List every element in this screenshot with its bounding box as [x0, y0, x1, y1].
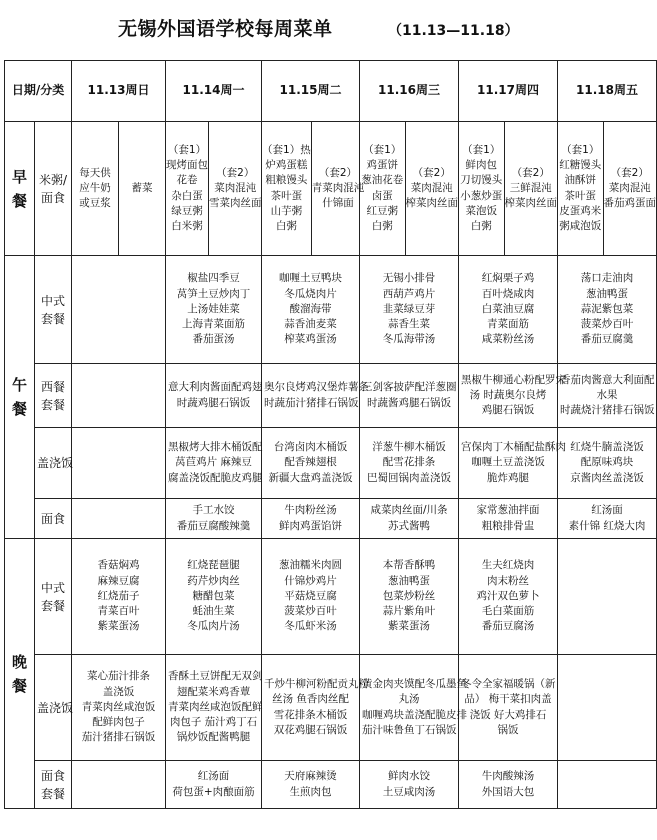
menu-line: 无锡小排骨 — [382, 272, 436, 285]
menu-line: 杂白蛋 — [171, 189, 203, 202]
menu-line: 菜泡饭 — [465, 204, 498, 217]
menu-line: 红汤面 — [591, 504, 623, 517]
menu-line: 雪花排条木桶饭 — [273, 708, 348, 721]
menu-cell — [166, 499, 262, 539]
menu-line: 葱油鸭蛋 — [586, 287, 629, 300]
menu-line: 套餐 — [41, 397, 66, 412]
meal-label-breakfast — [5, 122, 35, 256]
menu-line: 黄金肉夹馍配冬瓜墨鱼 — [362, 678, 468, 691]
menu-line: 红烧牛腩盖浇饭 — [570, 441, 644, 454]
menu-line: 毛白菜面筋 — [481, 605, 535, 618]
menu-cell — [262, 655, 370, 761]
menu-line: 麻辣豆腐 — [97, 574, 140, 587]
menu-line: 葱油糯米肉圆 — [279, 559, 343, 572]
day-header: 11.15周二 — [262, 61, 360, 122]
menu-cell — [459, 539, 558, 655]
menu-line: 晚 — [11, 652, 27, 671]
menu-line: 红焖栗子鸡 — [481, 272, 535, 285]
menu-line: 鸡腿石锅饭 — [481, 404, 535, 417]
menu-line: 小葱炒蛋 — [460, 189, 503, 202]
menu-line: （套1） — [363, 143, 402, 156]
menu-line: （套1） — [462, 143, 501, 156]
menu-line: 番茄蛋汤 — [192, 333, 235, 346]
menu-line: 花卷 — [176, 174, 198, 187]
menu-line: 上汤娃娃菜 — [187, 302, 240, 315]
menu-line: 餐 — [11, 191, 27, 210]
category-label — [35, 655, 72, 761]
menu-cell — [558, 539, 657, 655]
menu-cell — [166, 256, 262, 364]
menu-line: 丸汤 — [398, 693, 420, 706]
menu-line: （套1）热 — [262, 143, 311, 156]
menu-line: （套2） — [511, 166, 550, 179]
menu-cell — [459, 364, 567, 428]
menu-cell — [262, 428, 360, 499]
menu-line: 茶叶蛋 — [270, 189, 303, 202]
menu-line: 蓄菜 — [131, 181, 153, 194]
menu-line: 菜肉混沌 — [410, 181, 453, 194]
menu-line: 鲜肉水饺 — [388, 770, 431, 783]
menu-line: 紫菜蛋汤 — [97, 620, 140, 633]
menu-line: 外国语大包 — [481, 785, 535, 798]
menu-line: 水果 — [596, 388, 618, 401]
menu-line: 时蔬酱鸡腿石锅饭 — [367, 396, 452, 409]
menu-line: 葱油鸭蛋 — [388, 574, 431, 587]
menu-line: 榨菜鸡蛋汤 — [284, 333, 337, 346]
menu-line: 盖浇饭 — [37, 700, 74, 715]
menu-line: 牛肉粉丝汤 — [284, 504, 337, 517]
menu-line: 青菜百叶 — [97, 605, 140, 618]
menu-line: 番茄豆腐汤 — [481, 620, 535, 633]
menu-line: 锅炒饭配酱鸭腿 — [176, 731, 251, 744]
menu-line: 或豆浆 — [79, 197, 111, 210]
menu-line: 荡口走油肉 — [580, 272, 634, 285]
menu-line: 盖浇饭 — [102, 685, 135, 698]
menu-cell — [558, 256, 657, 364]
menu-line: 西餐 — [41, 379, 66, 394]
menu-line: 青菜肉丝咸泡饭 — [81, 700, 156, 713]
menu-line: 椒盐四季豆 — [187, 272, 240, 285]
menu-line: 鸡汁双色萝卜 — [476, 589, 540, 602]
day-header: 11.18周五 — [558, 61, 657, 122]
category-label — [35, 364, 72, 428]
menu-cell — [262, 761, 360, 809]
menu-cell — [166, 428, 262, 499]
menu-line: 脆炸鸡腿 — [487, 471, 530, 484]
menu-cell — [360, 499, 459, 539]
menu-line: 蒜泥紫包菜 — [580, 302, 634, 315]
menu-cell — [262, 256, 360, 364]
menu-line: 山芋粥 — [270, 204, 303, 217]
menu-cell — [360, 655, 468, 761]
menu-line: 浇饭 好大鸡排石 — [469, 708, 547, 721]
dinner-row — [5, 655, 657, 761]
menu-line: 什锦炒鸡片 — [284, 574, 337, 587]
menu-line: 白菜油豆腐 — [481, 302, 535, 315]
menu-line: 包菜炒粉丝 — [382, 589, 436, 602]
menu-cell — [558, 364, 657, 428]
menu-line: 新疆大盘鸡盖浇饭 — [268, 471, 353, 484]
menu-cell — [166, 539, 262, 655]
menu-line: 粗粮馒头 — [265, 174, 308, 187]
menu-line: 咸菜肉丝面/川条 — [370, 504, 448, 517]
menu-line: 红烧琵琶腿 — [187, 559, 240, 572]
menu-line: 生煎肉包 — [289, 785, 332, 798]
menu-line: 手工水饺 — [192, 504, 235, 517]
menu-line: 餐 — [11, 676, 27, 695]
menu-line: 蒜香生菜 — [388, 318, 431, 331]
menu-cell — [72, 499, 166, 539]
category-label — [35, 256, 72, 364]
menu-line: 韭菜绿豆芽 — [382, 302, 436, 315]
menu-line: 套餐 — [41, 598, 66, 613]
menu-cell — [558, 499, 657, 539]
category-label — [35, 122, 72, 256]
menu-line: 鸡蛋饼 — [366, 159, 399, 172]
menu-line: 红豆粥 — [366, 204, 399, 217]
menu-line: 炉鸡蛋糕 — [265, 159, 308, 172]
menu-cell — [558, 655, 657, 761]
menu-cell — [558, 428, 657, 499]
menu-line: 白粥 — [371, 219, 393, 232]
menu-cell — [72, 428, 166, 499]
menu-line: 白米粥 — [171, 219, 203, 232]
menu-line: （套1） — [167, 143, 207, 156]
menu-line: 荷包蛋+肉酿面筋 — [172, 785, 255, 798]
corner-cell: 日期/分类 — [5, 61, 72, 122]
menu-line: 香菇焖鸡 — [97, 559, 140, 572]
menu-line: 什锦面 — [322, 197, 354, 210]
menu-line: 红汤面 — [197, 770, 230, 783]
meal-label-lunch — [5, 256, 35, 539]
menu-line: 白粥 — [275, 219, 297, 232]
menu-cell — [459, 499, 558, 539]
menu-line: 西葫芦鸡片 — [382, 287, 436, 300]
menu-line: 意大利肉酱面配鸡翅 — [168, 381, 263, 394]
menu-line: 咸菜粉丝汤 — [481, 333, 535, 346]
menu-line: 米粥/ — [38, 172, 68, 187]
menu-line: 汤 时蔬奥尔良烤 — [469, 388, 547, 401]
menu-line: 粗粮排骨盅 — [481, 519, 535, 532]
page-title: 无锡外国语学校每周菜单 — [118, 18, 333, 40]
menu-cell — [360, 256, 459, 364]
menu-line: 素什锦 红烧大肉 — [568, 519, 646, 532]
menu-line: 莴苣鸡片 麻辣豆 — [175, 456, 252, 469]
menu-line: 卤蛋 — [371, 189, 393, 202]
menu-line: 肉包子 茄汁鸡丁石 — [169, 716, 258, 729]
menu-line: 鲜肉鸡蛋馅饼 — [279, 519, 343, 532]
day-header: 11.14周一 — [166, 61, 262, 122]
menu-line: 冬令全家福暖锅（新 — [461, 678, 556, 691]
menu-line: 奥尔良烤鸡汉堡炸薯条 — [264, 381, 370, 394]
menu-line: 紫菜蛋汤 — [388, 620, 431, 633]
menu-line: 翅配菜米鸡香蕈 — [176, 685, 251, 698]
menu-line: 千炒牛柳河粉配贡丸粉 — [264, 678, 370, 691]
menu-line: 菠菜炒百叶 — [580, 318, 634, 331]
menu-line: 配鲜肉包子 — [92, 716, 145, 729]
menu-line: 配原味鸡块 — [580, 456, 634, 469]
menu-line: 蒜香油麦菜 — [284, 318, 337, 331]
category-label — [35, 428, 72, 499]
menu-cell — [262, 122, 365, 256]
menu-line: 黑椒烤大排木桶饭配 — [168, 441, 263, 454]
menu-line: 锅饭 — [497, 723, 519, 736]
menu-line: 葱油花卷 — [361, 174, 404, 187]
menu-line: 青菜肉混沌 — [311, 181, 365, 194]
menu-line: 莴笋土豆炒肉丁 — [176, 287, 251, 300]
day-header: 11.13周日 — [72, 61, 166, 122]
menu-line: （套2） — [318, 166, 358, 179]
menu-line: 台湾卤肉木桶饭 — [273, 441, 348, 454]
lunch-row — [5, 364, 657, 428]
menu-cell — [360, 364, 459, 428]
menu-line: 现烤面包 — [166, 159, 209, 172]
menu-cell — [72, 364, 166, 428]
menu-line: 咖喱鸡块盖浇配脆皮排 — [362, 708, 468, 721]
menu-line: 平菇烧豆腐 — [284, 589, 337, 602]
menu-line: 菜心茄汁排条 — [87, 670, 151, 683]
menu-line: 面食 — [41, 511, 66, 526]
menu-line: 腐盖浇饭配脆皮鸡腿 — [168, 471, 263, 484]
category-label — [35, 539, 72, 655]
menu-line: 肉末粉丝 — [487, 574, 530, 587]
menu-cell — [459, 428, 567, 499]
menu-line: 蚝油生菜 — [192, 605, 235, 618]
menu-line: 品） 梅干菜扣肉盖 — [464, 693, 552, 706]
menu-line: 生夫红烧肉 — [481, 559, 535, 572]
menu-line: 三鲜混沌 — [509, 181, 552, 194]
menu-line: 家常葱油拌面 — [476, 504, 540, 517]
menu-cell — [459, 761, 558, 809]
header-row — [5, 61, 657, 122]
menu-line: 油酥饼 — [564, 174, 597, 187]
menu-line: 套餐 — [41, 786, 66, 801]
menu-line: 香酥土豆饼配无双剑 — [168, 670, 263, 683]
menu-line: 绿豆粥 — [171, 204, 203, 217]
menu-line: 蒜片紫角叶 — [382, 605, 436, 618]
menu-cell — [72, 539, 166, 655]
menu-line: 牛肉酸辣汤 — [481, 770, 535, 783]
menu-line: 糖醋包菜 — [192, 589, 235, 602]
menu-line: 时蔬茄汁猪排石锅饭 — [264, 396, 359, 409]
menu-line: 配雪花排条 — [382, 456, 436, 469]
menu-line: 天府麻辣烫 — [284, 770, 337, 783]
menu-line: 茶叶蛋 — [564, 189, 597, 202]
menu-line: 粥咸泡饭 — [559, 219, 602, 232]
menu-line: 雪菜肉丝面 — [209, 197, 262, 210]
menu-line: 苏式酱鸭 — [388, 519, 431, 532]
menu-table — [4, 60, 657, 809]
menu-line: 番茄豆腐酸辣羹 — [176, 519, 251, 532]
menu-line: 白粥 — [470, 219, 492, 232]
menu-line: 午 — [11, 376, 27, 394]
menu-line: 时蔬鸡腿石锅饭 — [176, 396, 251, 409]
menu-cell — [262, 539, 360, 655]
menu-line: 菜肉混沌 — [214, 181, 257, 194]
menu-line: 红烧茄子 — [97, 589, 140, 602]
day-header: 11.17周四 — [459, 61, 558, 122]
menu-line: 盖浇饭 — [37, 456, 74, 470]
menu-line: 双花鸡腿石锅饭 — [273, 723, 348, 736]
category-label — [35, 499, 72, 539]
menu-line: （套2） — [216, 166, 255, 179]
menu-line: 时蔬烧汁猪排石锅饭 — [560, 404, 655, 417]
menu-cell — [459, 122, 558, 256]
menu-line: 面食 — [41, 768, 66, 783]
menu-line: 红糖馒头 — [559, 159, 602, 172]
menu-line: 皮蛋鸡米 — [559, 204, 602, 217]
menu-line: 上海青菜面筋 — [182, 318, 246, 331]
menu-line: 京酱肉丝盖浇饭 — [570, 471, 644, 484]
menu-line: （套2） — [412, 166, 451, 179]
menu-line: 菜肉混沌 — [608, 181, 651, 194]
menu-line: 茄汁猪排石锅饭 — [81, 731, 156, 744]
menu-line: 菠菜炒百叶 — [284, 605, 337, 618]
menu-cell — [360, 122, 459, 256]
menu-cell — [72, 761, 166, 809]
breakfast-row — [5, 122, 657, 256]
menu-line: 餐 — [11, 400, 27, 418]
menu-cell — [166, 655, 262, 761]
lunch-row — [5, 428, 657, 499]
menu-cell — [360, 428, 459, 499]
menu-cell — [72, 256, 166, 364]
menu-line: 冬瓜海带汤 — [382, 333, 436, 346]
menu-line: 榨菜肉丝面 — [405, 197, 459, 210]
menu-cell — [262, 364, 370, 428]
menu-line: 茄汁味鲁鱼丁石锅饭 — [362, 723, 457, 736]
menu-line: 番茄豆腐羹 — [580, 333, 634, 346]
lunch-row — [5, 499, 657, 539]
menu-line: 配香辣翅根 — [284, 456, 337, 469]
menu-line: 鲜肉包 — [465, 159, 498, 172]
menu-line: 本帮香酥鸭 — [382, 559, 436, 572]
menu-line: 咖喱土豆盖浇饭 — [471, 456, 545, 469]
menu-line: 土豆咸肉汤 — [382, 785, 436, 798]
menu-line: 每天供 — [79, 166, 111, 179]
menu-line: 冬瓜虾米汤 — [284, 620, 337, 633]
menu-line: 榨菜肉丝面 — [504, 197, 558, 210]
menu-line: 巴蜀回锅肉盖浇饭 — [367, 471, 452, 484]
menu-line: 丝汤 鱼香肉丝配 — [272, 693, 349, 706]
menu-line: 酸溜海带 — [289, 302, 332, 315]
menu-cell — [166, 122, 262, 256]
dinner-row — [5, 761, 657, 809]
lunch-row — [5, 256, 657, 364]
menu-line: 百叶烧咸肉 — [481, 287, 535, 300]
menu-cell — [558, 761, 657, 809]
menu-line: 刀切馒头 — [460, 174, 503, 187]
menu-line: 宫保肉丁木桶配盐酥肉 — [461, 441, 567, 454]
menu-line: 早 — [11, 167, 27, 186]
menu-line: 洋葱牛柳木桶饭 — [372, 441, 446, 454]
menu-line: 咖喱土豆鸭块 — [279, 272, 343, 285]
category-label — [35, 761, 72, 809]
menu-cell — [72, 655, 166, 761]
menu-line: 三剑客披萨配洋葱圈 — [362, 381, 457, 394]
menu-line: 番茄鸡蛋面 — [603, 197, 657, 210]
menu-line: 香茄肉酱意大利面配 — [560, 373, 655, 386]
menu-line: 面食 — [41, 190, 66, 205]
menu-line: 青菜肉丝咸泡饭配鲜 — [168, 700, 263, 713]
menu-cell — [166, 761, 262, 809]
menu-cell — [459, 655, 558, 761]
menu-line: 中式 — [41, 580, 66, 595]
menu-line: 应牛奶 — [79, 181, 111, 194]
dinner-row — [5, 539, 657, 655]
menu-cell — [72, 122, 166, 256]
menu-cell — [558, 122, 657, 256]
menu-cell — [360, 539, 459, 655]
menu-line: 药芹炒肉丝 — [187, 574, 240, 587]
menu-line: 中式 — [41, 293, 66, 308]
menu-cell — [166, 364, 262, 428]
menu-line: 青菜面筋 — [487, 318, 530, 331]
menu-line: 套餐 — [41, 311, 66, 326]
menu-line: （套2） — [610, 166, 649, 179]
menu-line: 冬瓜肉片汤 — [187, 620, 240, 633]
menu-cell — [262, 499, 360, 539]
menu-line: 冬瓜烧肉片 — [284, 287, 337, 300]
meal-label-dinner — [5, 539, 35, 809]
menu-cell — [360, 761, 459, 809]
day-header: 11.16周三 — [360, 61, 459, 122]
menu-line: （套1） — [561, 143, 600, 156]
menu-line: 黑椒牛柳通心粉配罗宋 — [461, 373, 567, 386]
date-range: （11.13—11.18） — [388, 23, 519, 39]
menu-cell — [459, 256, 558, 364]
